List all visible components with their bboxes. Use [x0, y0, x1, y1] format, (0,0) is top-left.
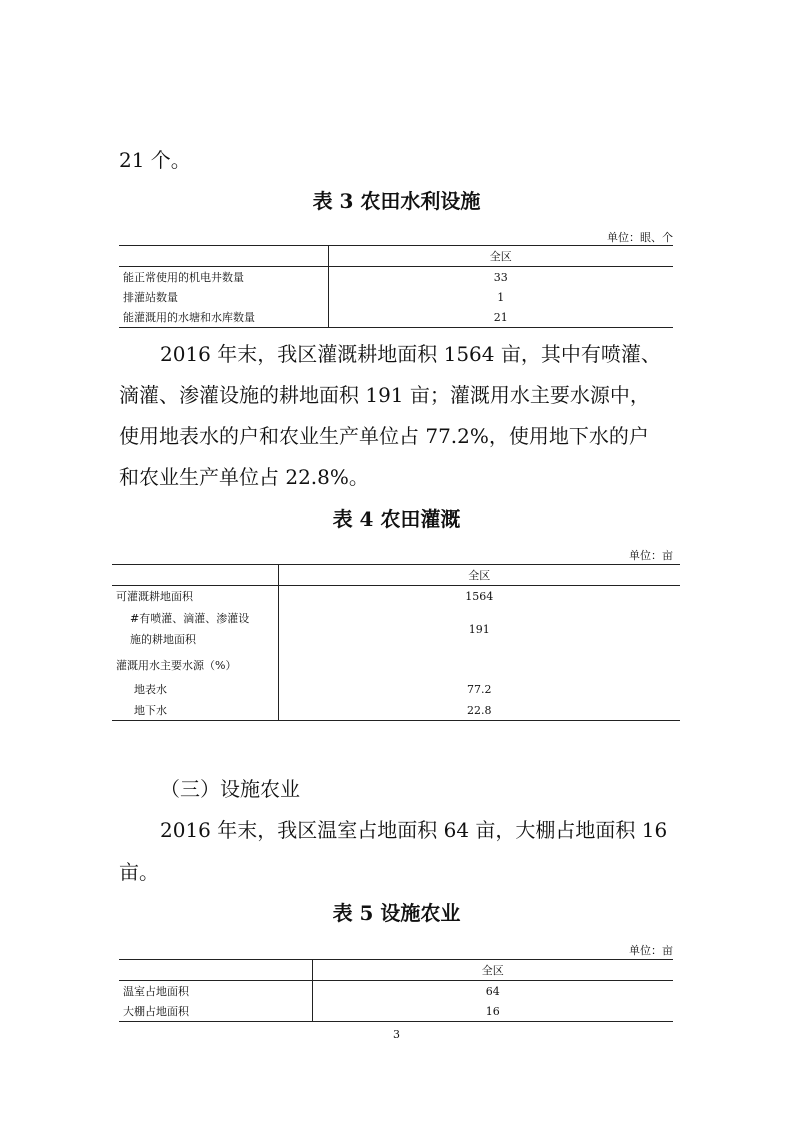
table-row: [112, 586, 680, 607]
table4-header-cell: 全区: [278, 565, 680, 586]
table3-row-value: 21: [328, 307, 673, 328]
table-row: [112, 700, 680, 721]
table4-row-label-cont: 施的耕地面积: [130, 633, 196, 646]
table3-row-value: 33: [493, 270, 508, 284]
table4-title: 表 4 农田灌溉: [332, 507, 461, 531]
table4-row-label: 灌溉用水主要水源（%）: [112, 652, 278, 678]
table3-header-blank: [119, 246, 328, 267]
table-row: [119, 267, 673, 288]
table4-row-value: 22.8: [278, 700, 680, 721]
table3-title: 表 3 农田水利设施: [312, 189, 481, 213]
table4-row-value: 77.2: [467, 682, 492, 696]
table3-row-label: 能正常使用的机电井数量: [119, 267, 328, 288]
table5-header-row: [119, 960, 673, 981]
table5-header-blank: [119, 960, 312, 981]
paragraph-facility-line: 2016 年末，我区温室占地面积 64 亩，大棚占地面积 16: [160, 818, 668, 842]
table4-row-label: 可灌溉耕地面积: [112, 586, 278, 607]
table5-unit: 单位：亩: [629, 944, 673, 957]
table3-row-label: 能灌溉用的水塘和水库数量: [119, 307, 328, 328]
table4-row-label-multiline: [112, 606, 278, 652]
table4: [112, 564, 680, 721]
table3-row-label: 排灌站数量: [119, 287, 328, 307]
table3-unit: 单位：眼、个: [607, 231, 673, 244]
table4-row-value: 1564: [465, 589, 494, 603]
table-row: [119, 307, 673, 328]
table4-header-blank: [112, 565, 278, 586]
table5-row-label: 大棚占地面积: [119, 1001, 312, 1022]
table5-row-value: 64: [485, 984, 500, 998]
table-row: [112, 652, 680, 678]
table3: [119, 245, 673, 328]
table3-row-value: 1: [497, 290, 505, 304]
table5: [119, 959, 673, 1022]
table4-row-label: #有喷灌、滴灌、渗灌设: [130, 612, 250, 625]
paragraph-irrigation-line: 和农业生产单位占 22.8%。: [119, 465, 369, 489]
table4-row-label: 地表水: [112, 678, 278, 700]
table4-unit: 单位：亩: [629, 549, 673, 562]
table4-row-value: 191: [468, 622, 490, 636]
table5-header-cell: 全区: [312, 960, 673, 981]
table4-header-row: [112, 565, 680, 586]
table3-header-cell: 全区: [328, 246, 673, 267]
table5-title: 表 5 设施农业: [332, 901, 461, 925]
table4-row-value: [278, 652, 680, 678]
table-row: [112, 678, 680, 700]
table-row: [119, 1001, 673, 1022]
paragraph-irrigation-line: 使用地表水的户和农业生产单位占 77.2%，使用地下水的户: [119, 424, 649, 448]
table-row: [119, 981, 673, 1002]
paragraph-irrigation-line: 滴灌、渗灌设施的耕地面积 191 亩；灌溉用水主要水源中，: [119, 383, 650, 407]
table-row: [112, 606, 680, 652]
page-number: 3: [393, 1028, 400, 1041]
table5-row-value: 16: [312, 1001, 673, 1022]
table5-row-label: 温室占地面积: [119, 981, 312, 1002]
table-row: [119, 287, 673, 307]
table3-header-row: [119, 246, 673, 267]
paragraph-intro-end: 21 个。: [119, 148, 191, 172]
paragraph-irrigation-line: 2016 年末，我区灌溉耕地面积 1564 亩，其中有喷灌、: [160, 342, 661, 366]
table4-row-label: 地下水: [112, 700, 278, 721]
paragraph-facility-line: 亩。: [119, 860, 159, 884]
section-heading: （三）设施农业: [160, 777, 300, 801]
